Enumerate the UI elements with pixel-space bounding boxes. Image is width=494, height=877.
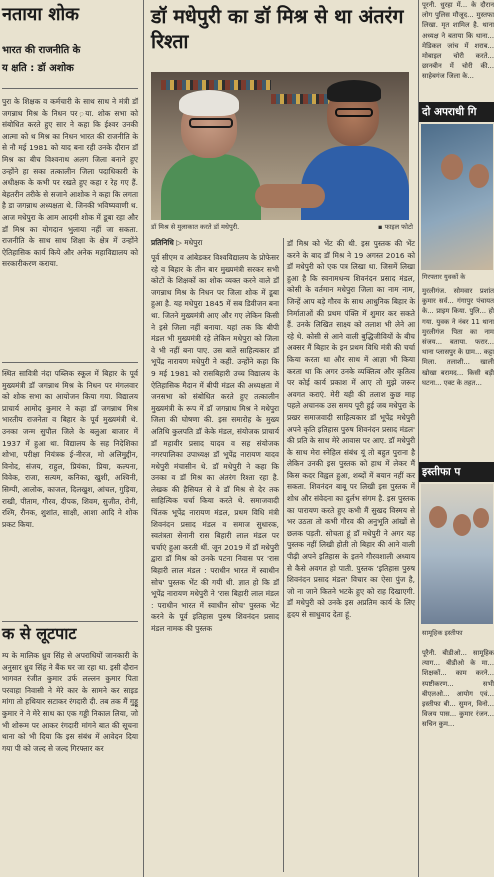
glasses-icon (335, 108, 373, 117)
column-divider (143, 0, 144, 877)
right-top-text: पूरनी. धुरहा में... के दौरान लोग पुलिस मौजूद... मुस्तफा लिखा. मृत शामिल है. थाना अध्यक्ष ने बताया कि थाना... मेडिकल जांच में शराब... मोबाइल चोरी करते... छानबीन में चोरी की... साहेबगंज जिला के... (422, 1, 494, 81)
divider (2, 621, 138, 622)
handshake (255, 184, 325, 208)
right-column (419, 0, 494, 877)
center-article-column-1: पूर्व सीएम व आंबेडकर विश्वविद्यालय के प्रोफेसर रहे व बिहार के तीन बार मुख्यमंत्री सरकर सभी कोटों के शिक्षकों का शोक व्यक्त करने वाले डॉ जगन्नाथ मिश्र के निधन पर जिला शोक में डूबा हुआ है. यह मधेपुरा 1845 में सब डिवीजन बना था. जितने मुख्यमंत्री आए और गए लेकिन किसी ने इसे जिला नहीं बनाया. यहां तक कि बीपी मंडल भी मुख्यमंत्री रहे लेकिन मधेपुरा को जिला वे भी नहीं बना पाए. उस बातें साहित्यकार डॉ भूपेंद्र नारायण मधेपुरी ने कही. उन्होंने कहा कि 9 मई 1981 को रासबिहारी उच्च विद्यालय के ऐतिहासिक मैदान में बीपी मंडल की अध्यक्षता में जनसभा को संबोधित करते हुए तत्कालीन मुख्यमंत्री के रूप में डॉ जगन्नाथ मिश्र ने मधेपुरा जिला की घोषणा की. इस समारोह के मुख्य अतिथि कुलपति डॉ केके मंडल, संयोजक प्राचार्य डॉ महावीर प्रसाद यादव व सह संयोजक नगरपालिका उपाध्यक्ष डॉ भूपेंद्र नारायण यादव मधेपुरी मंचासीन थे. डॉ मधेपुरी ने कहा कि उनका व डॉ मिश्र का अंतरंग रिश्ता रहा है. लेखक की हैसियत से वे डॉ मिश्र से देर तक साहित्यिक चर्चा किया करते थे. समाजवादी चिंतक भूपेंद्र नारायण मंडल, प्रथम विधि मंत्री शिवनंदन प्रसाद मंडल व समाज सुधारक, स्वतंत्रता सेनानी रास बिहारी लाल मंडल पर चर्चाएं हुआ करती थीं. जून 2019 में डॉ मधेपुरी द्वारा डॉ मिश्र को उनके पटना निवास पर 'रास बिहारी लाल मंडल : पराधीन भारत में स्वाधीन सोच' पुस्तक भेंट की गयी थी. ज्ञात हो कि डॉ भूपेंद्र नारायण मधेपुरी ने 'रास बिहारी लाल मंडल : पराधीन भारत में स्वाधीन सोच' पुस्तक भेंट करने के पूर्व इतिहास पुरुष शिवनंदन प्रसाद मंडल नामक की पुस्तक (151, 253, 279, 633)
left-headline-2: क से लूटपाट (2, 624, 77, 643)
book-row (161, 80, 271, 90)
right-headline-1: दो अपराधी गि (419, 102, 494, 122)
byline-tag: प्रतिनिधि (151, 238, 174, 247)
man-figure-body (301, 146, 409, 220)
divider (2, 362, 138, 363)
right-headline-2: इस्तीफा प (419, 462, 494, 482)
right-photo-2 (421, 484, 493, 624)
man-figure-hair (327, 80, 381, 102)
right-photo-2-caption: सामूहिक इस्तीफा (422, 629, 463, 637)
divider (2, 88, 138, 89)
left-article-paragraph-1: पुरा के शिक्षक व कर्मचारी के साथ साथ ने मंत्री डॉ जगन्नाथ मिश्र के निधन पर ़या. शोक सभा को संबोधित करते हुए सार ने कहा कि ईश्वर उनकी आत्मा को थ मिश्र का निधन भारत की राजनीति के से नौ मई 1981 को याद बना रही उनके दौरान डॉ मिश्र का बीच विश्वनाथ अलग जिला बनाने हुए उन्होंने हा सका तत्कालीन जिला पदाधिकारी के अधीक्षक के कभी पर रखते हुए कहा र रेह गए हैं. बेहतरीन तरीके से सजाने आशोक ने कहा कि लगता है डा जगन्नाथ अध्यक्षता थे. जिनकी भविष्यवाणी थ. आज मधेपुरा के आम आदमी शोक में डूबा रहा और डॉ मिश्र का योगदान भुलाया नहीं जा सकता. राजनीति के साथ साथ शिक्षा के क्षेत्र में उन्होंने ऐतिहासिक कार्य किये और अनेक महाविद्यालय को सरकारीकरण कराया. (2, 97, 138, 269)
face (473, 508, 489, 528)
byline (151, 238, 281, 248)
photo-credit: ▪ फाइल फोटो (378, 223, 413, 231)
left-article-paragraph-2: स्थित सावित्री नंदा पब्लिक स्कूल में बिहार के पूर्व मुख्यमंत्री डॉ जगन्नाथ मिश्र के निधन पर मंगलवार को शोक सभा का आयोजन किया गया. विद्यालय प्राचार्य आमोद कुमार ने कहा डॉ जगन्नाथ मिश्र भारतीय राजनेता व बिहार के पूर्व मुख्यमंत्री थे. उनका जन्म सुपौल जिले के बलुआ बाजार में 1937 में हुआ था. विद्यालय के सह निदेशिका शोभा, परीक्षा नियंत्रक ई-नीरज, मो अलिमुद्दीन, विनोद, संजय, राहुल, प्रियंका, प्रिया, कल्पना, विवेक, राजा, सत्यम, कनिका, खुशी, अश्विनी, सिम्पी, आलोक, काजल, दिलखुश, आंचल, गुड़िया, राखी, पीताम, गौरव, दीपक, शिवम, सुजीत, रोनी, रश्मि, रौनक, शुशांत, साक्षी, आशा आदि ने शोक प्रकट किया. (2, 369, 138, 529)
photo-caption: डॉ मिश्र से मुलाकात करते डॉ मधेपुरी. (151, 223, 240, 231)
book-row (271, 94, 331, 104)
byline-place: ▷ मधेपुरा (176, 238, 203, 247)
elder-figure-body (161, 154, 261, 220)
center-article-column-2: डॉ मिश्र को भेंट की थी. इस पुस्तक की भेंट करने के बाद डॉ मिश्र ने 19 अगस्त 2016 को डॉ मधेपुरी को एक पत्र लिखा था. जिसमें लिखा हुआ है कि स्वनामधन्य शिवनंदन प्रसाद मंडल, कोसी के वर्तमान मधेपुरा जिला का नाम नाम, जिन्हें आप बड़े गौरव के साथ आधुनिक बिहार के निर्माताओं की प्रथम पंक्ति में शुमार कर सकते हैं. उनके लिखित साक्ष्य को तलाश भी लेने आ रहे थे. कोसी से आने वाली बुद्धिजीवियों के बीच अक्सर मैं बिहार के इन प्रथम विधि मंत्री की चर्चा किया करता था और साथ में आज्ञा भी किया करता था कि अगर उनके व्यक्तित्व और कृतित्व पर कोई कार्य प्रकाश में आए तो मुझे जरूर अवगत कराएं. मेरी यही की तलाश कुछ माह पहले अचानक उस समय पूरी हुई जब मधेपुरा के प्रखर समाजवादी साहित्यकार डॉ भूपेंद्र मधेपुरी अपने कृति इतिहास पुरुष शिवनंदन प्रसाद मंडल' की प्रति के साथ मेरे आवास पर आए. डॉ मधेपुरी के साथ मेरा स्नेहिल संबंध यूं तो बहुत पुराना है लेकिन उनकी इस पुस्तक को हाथ में लेकर मैं किस कदर विह्वल हुआ, शब्दों में बयान नहीं कर सकता. शिवनंदन बाबू पर लिखी इस पुस्तक में शोध और संवेदना का दुर्लभ संगम है. इस पुस्तक का पारायण करते हुए कभी मैं सुखद विस्मय से भर उठता तो कभी गौरव की अनुभूति आंखों से छलक पड़ती. सोचता हूं डॉ मधेपुरी ने अगर यह पुस्तक नहीं लिखी होती तो बिहार की आने वाली पीढ़ी अपने इतिहास के इतने गौरवशाली अध्याय से कैसे अवगत हो पाती. पुस्तक 'इतिहास पुरुष शिवनंदन प्रसाद मंडल' विचार का ऐसा पुंज है, जो ना जाने कितने भटके हुए को राह दिखाएगी. डॉ मधेपुरी को उनके इस अप्रतिम कार्य के लिए हृदय से साधुवाद देता हूं. (287, 239, 415, 619)
left-column (0, 0, 143, 877)
right-article-1: मुरलीगंज. सोमवार प्रशांत कुमार सर्व... गंगापुर पंचायत के... प्राइम किया. पुलि... हो गया. युवक ने नंबर 11 थाना मुरलीगंज पिता का नाम संजय... बताया. फरार... थाना प्लासपुर के ग्राम... कट्टा मिला. तलाशी... खाली खोखा बरामद... किसी बड़ी घटना... एक्ट के तहत... (422, 287, 494, 387)
left-headline: नताया शोक (2, 4, 80, 25)
left-article-paragraph-3: म्प के मालिक ध्रुव सिंह से अपराधियों जानकारी के अनुसार ध्रुव सिंह ने बैंक घर जा रहा था. इसी दौरान भागवत रंजीत कुमार उर्फ लल्लन कुमार पिता परवाहा निवासी ने मेरे कार के सामने कर साइड मांगा तो हथियार सटाकर रंगदारी दी. तब तक मैं गुड्डू कुमार ने ने मेरे साथ का एक गड्डी निकाल लिया, जो भी शोरूम पर आकर रंगदारी मांगने बात की सूचना थाना को भी दिया कि इस संबंध में आवेदन दिया गया पी को जल्द से जल्द गिरफ्तार कर (2, 651, 138, 753)
article-photo (151, 72, 409, 220)
center-headline: डॉ मधेपुरी का डॉ मिश्र से था अंतरंग रिश्ता (151, 5, 404, 53)
column-divider (283, 238, 284, 872)
face (441, 154, 463, 180)
left-subheadline-1: भारत की राजनीति के (2, 45, 81, 56)
right-photo-1-caption: गिरफ्तार युवकों के (422, 273, 466, 281)
elder-figure-hair (179, 90, 239, 116)
right-photo-1 (421, 124, 493, 270)
face (429, 506, 447, 528)
face (469, 164, 489, 188)
center-column (145, 0, 417, 877)
left-subheadline-2: य क्षति : डॉ अशोक (2, 63, 74, 74)
right-article-2: पूरैनी. बीडीओ... सामूहिक त्याग... बीडीओ के मा... शिक्षकों... काम करने... स्पष्टीकरण... सभी बीएलओ... आयोग एवं... इस्तीफा बी... सुमन, विनो... विजय पास... कुमार रंजन... सचिन कुम... (422, 649, 494, 729)
glasses-icon (189, 118, 233, 128)
face (453, 514, 471, 536)
